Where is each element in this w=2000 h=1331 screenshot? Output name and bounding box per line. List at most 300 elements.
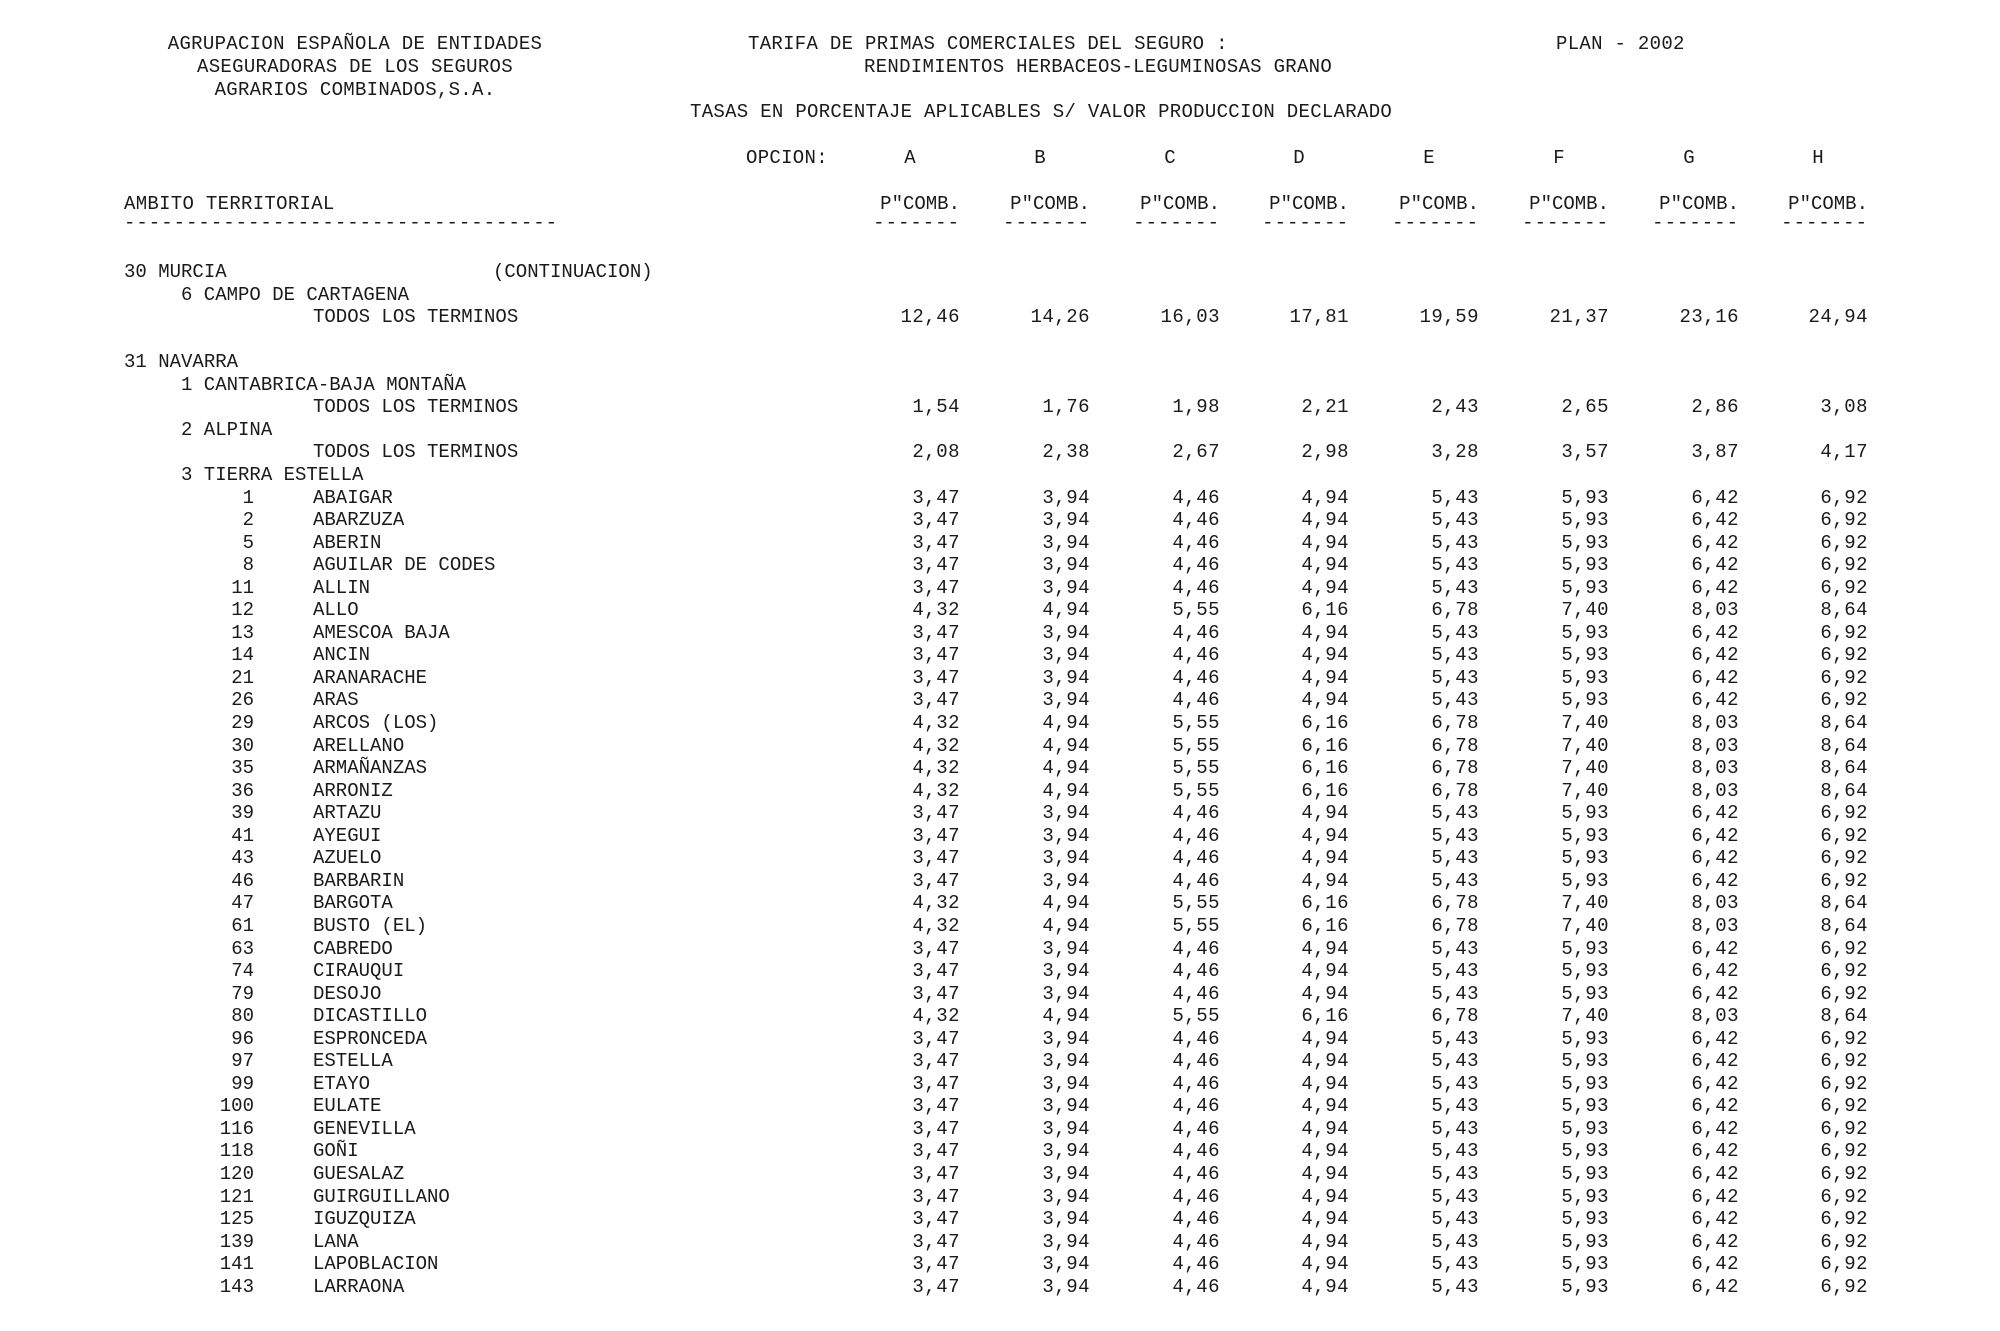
rate-cell-g: 6,42 xyxy=(1691,1253,1739,1276)
rate-cell-a: 3,47 xyxy=(912,509,960,532)
comarca-row xyxy=(0,284,2000,306)
municipality-row xyxy=(0,1163,2000,1185)
rate-cell-f: 5,93 xyxy=(1561,689,1609,712)
rate-cell-e: 5,43 xyxy=(1431,1253,1479,1276)
municipality-row xyxy=(0,1095,2000,1117)
rate-cell-b: 3,94 xyxy=(1042,666,1090,689)
rate-cell-g: 6,42 xyxy=(1691,531,1739,554)
rate-cell-e: 5,43 xyxy=(1431,982,1479,1005)
municipality-name: LARRAONA xyxy=(313,1275,405,1298)
municipality-code: 74 xyxy=(231,960,254,983)
municipality-row xyxy=(0,892,2000,914)
rate-cell-c: 4,46 xyxy=(1172,576,1220,599)
comarca-name: 1 CANTABRICA-BAJA MONTAÑA xyxy=(181,373,467,396)
rate-cell-c: 2,67 xyxy=(1172,441,1220,464)
rate-cell-f: 5,93 xyxy=(1561,960,1609,983)
rate-cell-g: 6,42 xyxy=(1691,666,1739,689)
rate-cell-e: 5,43 xyxy=(1431,1185,1479,1208)
municipality-name: LANA xyxy=(313,1230,359,1253)
rate-cell-b: 3,94 xyxy=(1042,847,1090,870)
rate-cell-h: 6,92 xyxy=(1820,509,1868,532)
municipality-name: DESOJO xyxy=(313,982,382,1005)
rate-cell-b: 3,94 xyxy=(1042,802,1090,825)
rate-cell-b: 3,94 xyxy=(1042,824,1090,847)
rate-cell-d: 2,21 xyxy=(1301,396,1349,419)
column-header: P"COMB. xyxy=(1269,193,1349,215)
rate-cell-c: 4,46 xyxy=(1172,1050,1220,1073)
rate-cell-d: 6,16 xyxy=(1301,1005,1349,1028)
municipality-name: AGUILAR DE CODES xyxy=(313,554,496,577)
column-rule: ------- xyxy=(1003,212,1090,234)
rate-cell-g: 2,86 xyxy=(1691,396,1739,419)
column-header: P"COMB. xyxy=(880,193,960,215)
rate-cell-b: 3,94 xyxy=(1042,689,1090,712)
rate-cell-a: 3,47 xyxy=(912,486,960,509)
rate-cell-f: 7,40 xyxy=(1561,779,1609,802)
rate-cell-h: 6,92 xyxy=(1820,847,1868,870)
province-row xyxy=(0,261,2000,283)
rate-cell-h: 3,08 xyxy=(1820,396,1868,419)
municipality-name: BARBARIN xyxy=(313,869,405,892)
municipality-code: 30 xyxy=(231,734,254,757)
rate-cell-g: 6,42 xyxy=(1691,1230,1739,1253)
rate-cell-a: 2,08 xyxy=(912,441,960,464)
rate-cell-e: 5,43 xyxy=(1431,531,1479,554)
rate-cell-d: 4,94 xyxy=(1301,666,1349,689)
rate-cell-c: 5,55 xyxy=(1172,1005,1220,1028)
rate-cell-d: 4,94 xyxy=(1301,1072,1349,1095)
municipality-name: ABAIGAR xyxy=(313,486,393,509)
rate-cell-b: 3,94 xyxy=(1042,576,1090,599)
rate-cell-f: 5,93 xyxy=(1561,1230,1609,1253)
rate-cell-d: 4,94 xyxy=(1301,689,1349,712)
municipality-row xyxy=(0,780,2000,802)
rate-cell-b: 4,94 xyxy=(1042,914,1090,937)
rate-cell-h: 4,17 xyxy=(1820,441,1868,464)
comarca-row xyxy=(0,374,2000,396)
rate-cell-e: 6,78 xyxy=(1431,599,1479,622)
municipality-name: GUESALAZ xyxy=(313,1163,405,1185)
rate-cell-e: 5,43 xyxy=(1431,1050,1479,1073)
rate-cell-e: 5,43 xyxy=(1431,486,1479,509)
municipality-code: 13 xyxy=(231,621,254,644)
rate-cell-e: 5,43 xyxy=(1431,847,1479,870)
rate-cell-f: 5,93 xyxy=(1561,644,1609,667)
rate-cell-c: 4,46 xyxy=(1172,869,1220,892)
municipality-row xyxy=(0,1073,2000,1095)
rate-cell-h: 24,94 xyxy=(1808,306,1868,329)
rate-cell-g: 6,42 xyxy=(1691,847,1739,870)
rate-cell-h: 6,92 xyxy=(1820,576,1868,599)
rate-cell-f: 5,93 xyxy=(1561,1050,1609,1073)
rate-cell-a: 3,47 xyxy=(912,1050,960,1073)
municipality-name: ARRONIZ xyxy=(313,779,393,802)
rate-cell-g: 6,42 xyxy=(1691,576,1739,599)
municipality-code: 21 xyxy=(231,666,254,689)
municipality-code: 41 xyxy=(231,824,254,847)
municipality-row xyxy=(0,735,2000,757)
municipality-code: 47 xyxy=(231,892,254,915)
municipality-name: ARTAZU xyxy=(313,802,382,825)
rate-cell-h: 6,92 xyxy=(1820,531,1868,554)
rate-cell-c: 4,46 xyxy=(1172,960,1220,983)
municipality-row xyxy=(0,1253,2000,1275)
ambito-label: AMBITO TERRITORIAL xyxy=(124,193,335,215)
rate-cell-d: 6,16 xyxy=(1301,599,1349,622)
rate-cell-h: 6,92 xyxy=(1820,486,1868,509)
rate-cell-g: 8,03 xyxy=(1691,914,1739,937)
column-rule: ------- xyxy=(1522,212,1609,234)
rate-cell-d: 4,94 xyxy=(1301,1027,1349,1050)
rate-cell-c: 4,46 xyxy=(1172,531,1220,554)
rate-cell-a: 3,47 xyxy=(912,1027,960,1050)
rate-cell-g: 6,42 xyxy=(1691,1140,1739,1163)
rate-cell-f: 5,93 xyxy=(1561,1140,1609,1163)
rate-cell-g: 6,42 xyxy=(1691,802,1739,825)
comarca-name: 2 ALPINA xyxy=(181,418,273,441)
rate-cell-d: 4,94 xyxy=(1301,1275,1349,1298)
option-letter-d: D xyxy=(1293,147,1305,169)
column-header: P"COMB. xyxy=(1659,193,1739,215)
rate-cell-e: 5,43 xyxy=(1431,1072,1479,1095)
rate-cell-a: 1,54 xyxy=(912,396,960,419)
municipality-code: 139 xyxy=(219,1230,254,1253)
municipality-name: AMESCOA BAJA xyxy=(313,621,450,644)
rate-cell-c: 4,46 xyxy=(1172,554,1220,577)
rate-cell-g: 6,42 xyxy=(1691,1208,1739,1231)
municipality-row xyxy=(0,938,2000,960)
continuation-note: (CONTINUACION) xyxy=(493,261,653,283)
rate-cell-h: 6,92 xyxy=(1820,869,1868,892)
column-header: P"COMB. xyxy=(1010,193,1090,215)
rate-cell-b: 3,94 xyxy=(1042,1027,1090,1050)
rate-cell-b: 3,94 xyxy=(1042,937,1090,960)
rate-cell-g: 6,42 xyxy=(1691,869,1739,892)
rate-cell-a: 4,32 xyxy=(912,892,960,915)
municipality-code: 79 xyxy=(231,982,254,1005)
rate-cell-d: 6,16 xyxy=(1301,914,1349,937)
rate-cell-b: 3,94 xyxy=(1042,1095,1090,1118)
municipality-code: 63 xyxy=(231,937,254,960)
rate-cell-h: 6,92 xyxy=(1820,1230,1868,1253)
option-letter-b: B xyxy=(1034,147,1046,169)
rate-cell-d: 4,94 xyxy=(1301,576,1349,599)
rate-cell-e: 5,43 xyxy=(1431,509,1479,532)
rate-cell-a: 4,32 xyxy=(912,734,960,757)
municipality-name: ESPRONCEDA xyxy=(313,1027,428,1050)
municipality-code: 5 xyxy=(242,531,254,554)
municipality-row xyxy=(0,1118,2000,1140)
municipality-name: GENEVILLA xyxy=(313,1117,416,1140)
rate-cell-g: 3,87 xyxy=(1691,441,1739,464)
rate-cell-a: 3,47 xyxy=(912,1275,960,1298)
rate-cell-f: 5,93 xyxy=(1561,1117,1609,1140)
rate-cell-f: 5,93 xyxy=(1561,1027,1609,1050)
column-rule: ------- xyxy=(1262,212,1349,234)
rate-cell-d: 4,94 xyxy=(1301,1185,1349,1208)
rate-cell-h: 6,92 xyxy=(1820,1095,1868,1118)
municipality-code: 46 xyxy=(231,869,254,892)
rate-cell-h: 6,92 xyxy=(1820,1185,1868,1208)
rate-cell-d: 4,94 xyxy=(1301,960,1349,983)
rate-cell-f: 5,93 xyxy=(1561,531,1609,554)
column-header: P"COMB. xyxy=(1788,193,1868,215)
rate-cell-d: 4,94 xyxy=(1301,531,1349,554)
municipality-row xyxy=(0,802,2000,824)
rate-cell-d: 4,94 xyxy=(1301,1230,1349,1253)
municipality-row xyxy=(0,577,2000,599)
municipality-name: ARMAÑANZAS xyxy=(313,757,428,780)
rate-cell-d: 4,94 xyxy=(1301,869,1349,892)
municipality-name: IGUZQUIZA xyxy=(313,1208,416,1231)
rate-cell-d: 4,94 xyxy=(1301,1140,1349,1163)
rate-cell-g: 8,03 xyxy=(1691,779,1739,802)
municipality-row xyxy=(0,1231,2000,1253)
municipality-name: ARAS xyxy=(313,689,359,712)
rate-cell-a: 3,47 xyxy=(912,666,960,689)
tariff-subtitle: RENDIMIENTOS HERBACEOS-LEGUMINOSAS GRANO xyxy=(864,56,1333,78)
municipality-code: 121 xyxy=(219,1185,254,1208)
rate-cell-d: 4,94 xyxy=(1301,1163,1349,1185)
municipality-name: AZUELO xyxy=(313,847,382,870)
municipality-code: 26 xyxy=(231,689,254,712)
rate-cell-e: 5,43 xyxy=(1431,554,1479,577)
rate-cell-g: 6,42 xyxy=(1691,1275,1739,1298)
column-header: P"COMB. xyxy=(1140,193,1220,215)
rate-cell-f: 5,93 xyxy=(1561,824,1609,847)
rate-cell-c: 4,46 xyxy=(1172,666,1220,689)
municipality-row xyxy=(0,1050,2000,1072)
rate-cell-g: 8,03 xyxy=(1691,1005,1739,1028)
rate-cell-b: 3,94 xyxy=(1042,1208,1090,1231)
rate-cell-e: 5,43 xyxy=(1431,960,1479,983)
municipality-code: 97 xyxy=(231,1050,254,1073)
rate-cell-c: 5,55 xyxy=(1172,599,1220,622)
rate-cell-d: 4,94 xyxy=(1301,1050,1349,1073)
rate-cell-b: 4,94 xyxy=(1042,1005,1090,1028)
rate-cell-d: 17,81 xyxy=(1289,306,1349,329)
all-terms-row xyxy=(0,441,2000,463)
rate-cell-g: 8,03 xyxy=(1691,892,1739,915)
rate-cell-c: 4,46 xyxy=(1172,1095,1220,1118)
rate-cell-d: 4,94 xyxy=(1301,1095,1349,1118)
rate-cell-d: 2,98 xyxy=(1301,441,1349,464)
rate-cell-a: 4,32 xyxy=(912,914,960,937)
municipality-row xyxy=(0,915,2000,937)
rate-cell-g: 6,42 xyxy=(1691,982,1739,1005)
rate-cell-c: 4,46 xyxy=(1172,1275,1220,1298)
rate-cell-c: 4,46 xyxy=(1172,486,1220,509)
municipality-row xyxy=(0,983,2000,1005)
municipality-name: AYEGUI xyxy=(313,824,382,847)
rate-cell-a: 3,47 xyxy=(912,621,960,644)
rate-cell-a: 3,47 xyxy=(912,1072,960,1095)
municipality-code: 43 xyxy=(231,847,254,870)
rate-cell-d: 6,16 xyxy=(1301,779,1349,802)
rate-cell-a: 4,32 xyxy=(912,779,960,802)
rate-cell-c: 4,46 xyxy=(1172,847,1220,870)
rate-cell-d: 4,94 xyxy=(1301,554,1349,577)
municipality-name: CIRAUQUI xyxy=(313,960,405,983)
rate-cell-g: 6,42 xyxy=(1691,486,1739,509)
rate-cell-h: 6,92 xyxy=(1820,644,1868,667)
rate-cell-e: 5,43 xyxy=(1431,576,1479,599)
rate-cell-d: 4,94 xyxy=(1301,486,1349,509)
rate-cell-a: 12,46 xyxy=(900,306,960,329)
blank-row xyxy=(0,329,2000,351)
municipality-name: GUIRGUILLANO xyxy=(313,1185,450,1208)
municipality-name: ANCIN xyxy=(313,644,371,667)
municipality-code: 2 xyxy=(242,509,254,532)
municipality-name: ALLO xyxy=(313,599,359,622)
municipality-name: ETAYO xyxy=(313,1072,371,1095)
rate-cell-d: 4,94 xyxy=(1301,621,1349,644)
province-name: 30 MURCIA xyxy=(124,261,227,283)
rate-cell-b: 4,94 xyxy=(1042,734,1090,757)
municipality-row xyxy=(0,870,2000,892)
municipality-name: BARGOTA xyxy=(313,892,393,915)
rate-cell-g: 6,42 xyxy=(1691,1027,1739,1050)
ambito-rule: ----------------------------------- xyxy=(124,212,559,234)
rate-cell-b: 1,76 xyxy=(1042,396,1090,419)
rate-cell-g: 6,42 xyxy=(1691,644,1739,667)
rate-cell-f: 7,40 xyxy=(1561,1005,1609,1028)
org-name-line-1: AGRUPACION ESPAÑOLA DE ENTIDADES xyxy=(167,33,543,55)
municipality-row xyxy=(0,1028,2000,1050)
column-rule: ------- xyxy=(1392,212,1479,234)
rate-cell-a: 4,32 xyxy=(912,712,960,734)
rate-cell-b: 4,94 xyxy=(1042,599,1090,622)
municipality-name: ESTELLA xyxy=(313,1050,393,1073)
rate-cell-e: 5,43 xyxy=(1431,1117,1479,1140)
rate-cell-g: 6,42 xyxy=(1691,937,1739,960)
rate-cell-g: 6,42 xyxy=(1691,1050,1739,1073)
rate-cell-e: 6,78 xyxy=(1431,1005,1479,1028)
municipality-code: 100 xyxy=(219,1095,254,1118)
rate-cell-f: 5,93 xyxy=(1561,869,1609,892)
rate-cell-d: 4,94 xyxy=(1301,644,1349,667)
rate-cell-c: 5,55 xyxy=(1172,779,1220,802)
municipality-code: 116 xyxy=(219,1117,254,1140)
rate-cell-g: 6,42 xyxy=(1691,689,1739,712)
rate-cell-f: 5,93 xyxy=(1561,1185,1609,1208)
rate-cell-e: 5,43 xyxy=(1431,1275,1479,1298)
municipality-row xyxy=(0,689,2000,711)
rate-cell-b: 3,94 xyxy=(1042,644,1090,667)
org-name-line-3: AGRARIOS COMBINADOS,S.A. xyxy=(214,79,496,101)
rate-cell-h: 6,92 xyxy=(1820,1140,1868,1163)
rate-cell-e: 5,43 xyxy=(1431,824,1479,847)
rate-cell-f: 5,93 xyxy=(1561,802,1609,825)
rate-cell-e: 5,43 xyxy=(1431,1208,1479,1231)
municipality-row xyxy=(0,1005,2000,1027)
municipality-row xyxy=(0,1208,2000,1230)
rate-cell-c: 4,46 xyxy=(1172,621,1220,644)
rate-cell-f: 7,40 xyxy=(1561,599,1609,622)
rate-cell-a: 3,47 xyxy=(912,1230,960,1253)
rate-cell-d: 4,94 xyxy=(1301,847,1349,870)
rate-cell-h: 8,64 xyxy=(1820,757,1868,780)
rate-cell-b: 3,94 xyxy=(1042,1253,1090,1276)
rate-cell-d: 4,94 xyxy=(1301,937,1349,960)
rate-cell-c: 4,46 xyxy=(1172,1117,1220,1140)
rate-cell-b: 3,94 xyxy=(1042,1072,1090,1095)
municipality-row xyxy=(0,1276,2000,1298)
org-name-line-2: ASEGURADORAS DE LOS SEGUROS xyxy=(197,56,513,78)
rate-cell-f: 5,93 xyxy=(1561,1275,1609,1298)
rate-cell-b: 3,94 xyxy=(1042,1117,1090,1140)
rate-cell-c: 4,46 xyxy=(1172,1230,1220,1253)
municipality-row xyxy=(0,757,2000,779)
comarca-name: 3 TIERRA ESTELLA xyxy=(181,463,364,486)
municipality-code: 125 xyxy=(219,1208,254,1231)
municipality-code: 39 xyxy=(231,802,254,825)
rate-cell-h: 6,92 xyxy=(1820,1163,1868,1185)
municipality-name: ARANARACHE xyxy=(313,666,428,689)
rate-cell-e: 3,28 xyxy=(1431,441,1479,464)
rate-cell-c: 5,55 xyxy=(1172,892,1220,915)
rate-cell-b: 3,94 xyxy=(1042,1185,1090,1208)
municipality-code: 120 xyxy=(219,1163,254,1185)
all-terms-label: TODOS LOS TERMINOS xyxy=(313,441,519,464)
rate-cell-d: 6,16 xyxy=(1301,757,1349,780)
rate-cell-b: 3,94 xyxy=(1042,869,1090,892)
rate-cell-e: 6,78 xyxy=(1431,712,1479,734)
rate-cell-f: 5,93 xyxy=(1561,621,1609,644)
municipality-name: CABREDO xyxy=(313,937,393,960)
rate-cell-e: 5,43 xyxy=(1431,666,1479,689)
tariff-title: TARIFA DE PRIMAS COMERCIALES DEL SEGURO : xyxy=(748,33,1228,55)
rate-cell-h: 6,92 xyxy=(1820,1208,1868,1231)
rate-cell-b: 4,94 xyxy=(1042,757,1090,780)
municipality-code: 96 xyxy=(231,1027,254,1050)
rate-cell-f: 2,65 xyxy=(1561,396,1609,419)
rate-cell-g: 6,42 xyxy=(1691,554,1739,577)
rate-cell-f: 5,93 xyxy=(1561,554,1609,577)
rate-cell-a: 3,47 xyxy=(912,554,960,577)
rate-cell-a: 3,47 xyxy=(912,847,960,870)
rate-cell-e: 5,43 xyxy=(1431,1095,1479,1118)
rate-cell-a: 4,32 xyxy=(912,757,960,780)
rate-cell-c: 5,55 xyxy=(1172,757,1220,780)
rate-cell-a: 3,47 xyxy=(912,1095,960,1118)
rate-cell-g: 6,42 xyxy=(1691,621,1739,644)
rate-cell-g: 6,42 xyxy=(1691,1117,1739,1140)
all-terms-row xyxy=(0,306,2000,328)
rate-cell-f: 3,57 xyxy=(1561,441,1609,464)
rate-cell-h: 6,92 xyxy=(1820,666,1868,689)
column-rule: ------- xyxy=(873,212,960,234)
rate-cell-f: 5,93 xyxy=(1561,982,1609,1005)
rate-cell-f: 5,93 xyxy=(1561,1095,1609,1118)
municipality-name: ABARZUZA xyxy=(313,509,405,532)
rate-cell-a: 3,47 xyxy=(912,1208,960,1231)
rate-cell-b: 3,94 xyxy=(1042,531,1090,554)
rate-cell-h: 6,92 xyxy=(1820,1050,1868,1073)
rate-cell-c: 4,46 xyxy=(1172,1072,1220,1095)
municipality-row xyxy=(0,554,2000,576)
municipality-code: 8 xyxy=(242,554,254,577)
rate-cell-h: 8,64 xyxy=(1820,892,1868,915)
rate-cell-d: 6,16 xyxy=(1301,734,1349,757)
rate-cell-h: 6,92 xyxy=(1820,1117,1868,1140)
rate-cell-g: 6,42 xyxy=(1691,1072,1739,1095)
municipality-code: 14 xyxy=(231,644,254,667)
rate-cell-f: 7,40 xyxy=(1561,712,1609,734)
rate-cell-h: 8,64 xyxy=(1820,599,1868,622)
rate-cell-g: 6,42 xyxy=(1691,1095,1739,1118)
rate-cell-h: 6,92 xyxy=(1820,824,1868,847)
